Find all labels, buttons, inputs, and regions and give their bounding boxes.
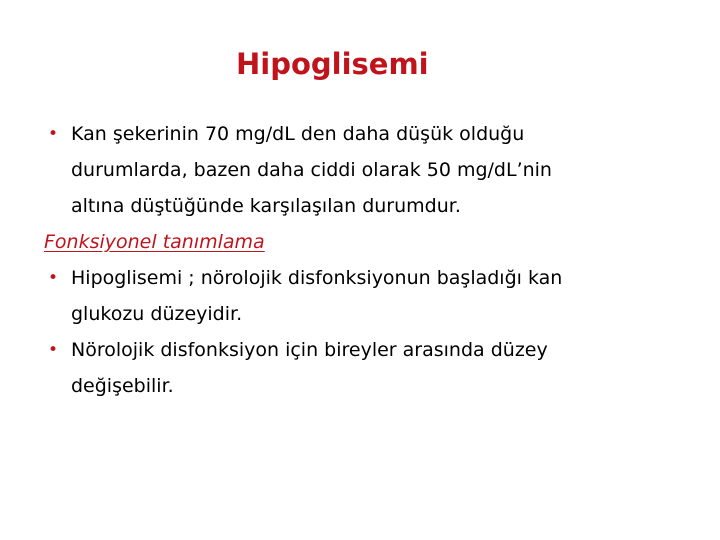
bullet-text-line: Nörolojik disfonksiyon için bireyler arasında düzey — [71, 339, 548, 361]
bullet-text-line: değişebilir. — [71, 375, 174, 397]
bullet-item-definition — [44, 116, 704, 224]
bullet-dot-icon: • — [48, 340, 59, 360]
section-subheading: Fonksiyonel tanımlama — [44, 231, 265, 253]
bullet-text-line: durumlarda, bazen daha ciddi olarak 50 mg/dL’nin — [71, 159, 552, 181]
bullet-text-line: Hipoglisemi ; nörolojik disfonksiyonun başladığı kan — [71, 267, 563, 289]
bullet-text-line: altına düştüğünde karşılaşılan durumdur. — [71, 195, 461, 217]
slide-title: Hipoglisemi — [236, 47, 429, 81]
bullet-item-functional-definition — [44, 260, 704, 332]
bullet-text-line: Kan şekerinin 70 mg/dL den daha düşük olduğu — [71, 123, 525, 145]
slide-content — [44, 116, 704, 404]
bullet-text-line: glukozu düzeyidir. — [71, 303, 243, 325]
bullet-dot-icon: • — [48, 124, 59, 144]
bullet-dot-icon: • — [48, 268, 59, 288]
bullet-item-variability — [44, 332, 704, 404]
